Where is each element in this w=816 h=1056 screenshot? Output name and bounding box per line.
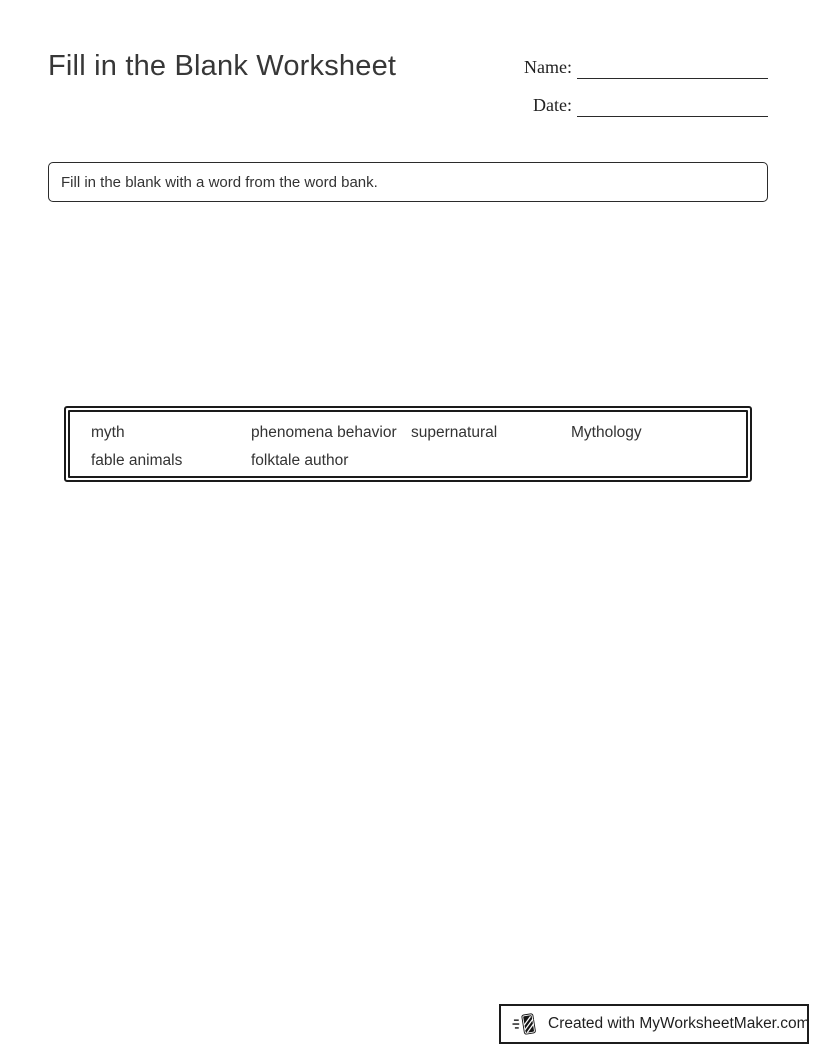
name-field-row (524, 52, 768, 79)
date-field-row (533, 90, 768, 117)
word-bank-item: supernatural (411, 424, 498, 441)
name-blank-line (577, 52, 768, 79)
word-bank-item: phenomena behavior (251, 424, 397, 441)
word-bank-item: myth (91, 424, 125, 441)
page-title: Fill in the Blank Worksheet (48, 50, 397, 82)
footer-credit-text: Created with MyWorksheetMaker.com (548, 1015, 810, 1032)
word-bank-box (64, 406, 752, 482)
date-label: Date: (533, 95, 572, 115)
word-bank-item: Mythology (571, 424, 642, 441)
flying-book-icon (512, 1011, 539, 1037)
word-bank-grid (68, 410, 748, 478)
footer-credit-box (499, 1004, 809, 1044)
instruction-text: Fill in the blank with a word from the word bank. (61, 173, 378, 191)
word-bank-item: fable animals (91, 452, 183, 469)
name-label: Name: (524, 57, 572, 77)
instruction-box (48, 162, 768, 202)
word-bank-item: folktale author (251, 452, 349, 469)
date-blank-line (577, 90, 768, 117)
